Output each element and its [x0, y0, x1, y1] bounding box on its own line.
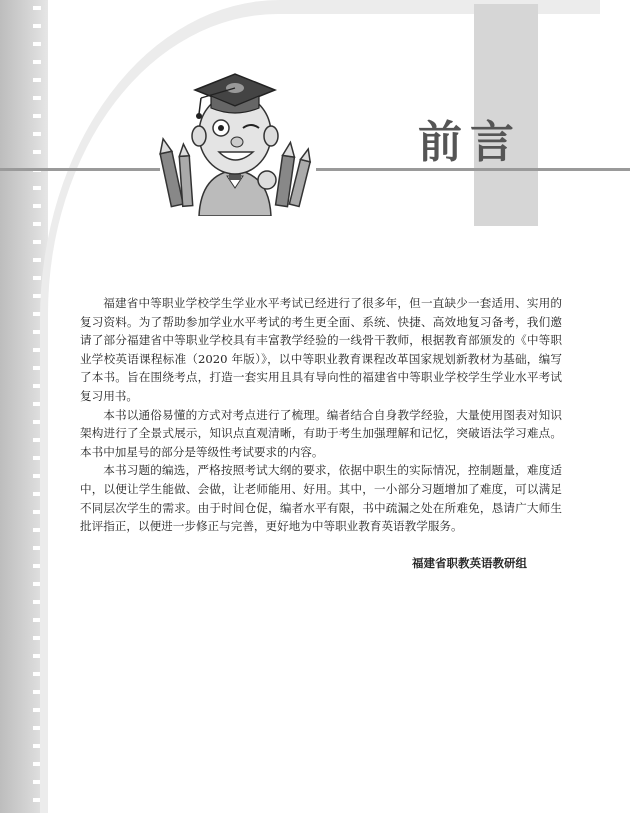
- preface-body: [80, 294, 562, 536]
- rule-left: [0, 168, 160, 171]
- graduate-mascot-with-pencils-icon: [155, 56, 315, 216]
- page-title: 前言: [418, 117, 522, 168]
- paragraph-1: 福建省中等职业学校学生学业水平考试已经进行了很多年，但一直缺少一套适用、实用的复习资料。为了帮助参加学业水平考试的考生更全面、系统、快捷、高效地复习备考，我们邀请了部分福建省中等职业学校具有丰富教学经验的一线骨干教师，根据教育部颁发的《中等职业学校英语课程标准（2020 年版）》，以中等职业教育课程改革国家规划新教材为基础，编写了本书。旨在围绕考点，打造一套实用且具有导向性的福建省中等职业学校学生学业水平考试复习用书。: [80, 296, 562, 403]
- signature: 福建省职教英语教研组: [412, 556, 527, 570]
- paragraph-3: 本书习题的编选，严格按照考试大纲的要求，依据中职生的实际情况，控制题量，难度适中，以便让学生能做、会做，让老师能用、好用。其中，一小部分习题增加了难度，可以满足不同层次学生的需求。由于时间仓促，编者水平有限，书中疏漏之处在所难免，恳请广大师生批评指正，以便进一步修正与完善，更好地为中等职业教育英语教学服务。: [80, 463, 562, 534]
- paragraph-2: 本书以通俗易懂的方式对考点进行了梳理。编者结合自身教学经验，大量使用图表对知识架构进行了全景式展示，知识点直观清晰，有助于考生加强理解和记忆，突破语法学习难点。本书中加星号的部分是等级性考试要求的内容。: [80, 407, 562, 459]
